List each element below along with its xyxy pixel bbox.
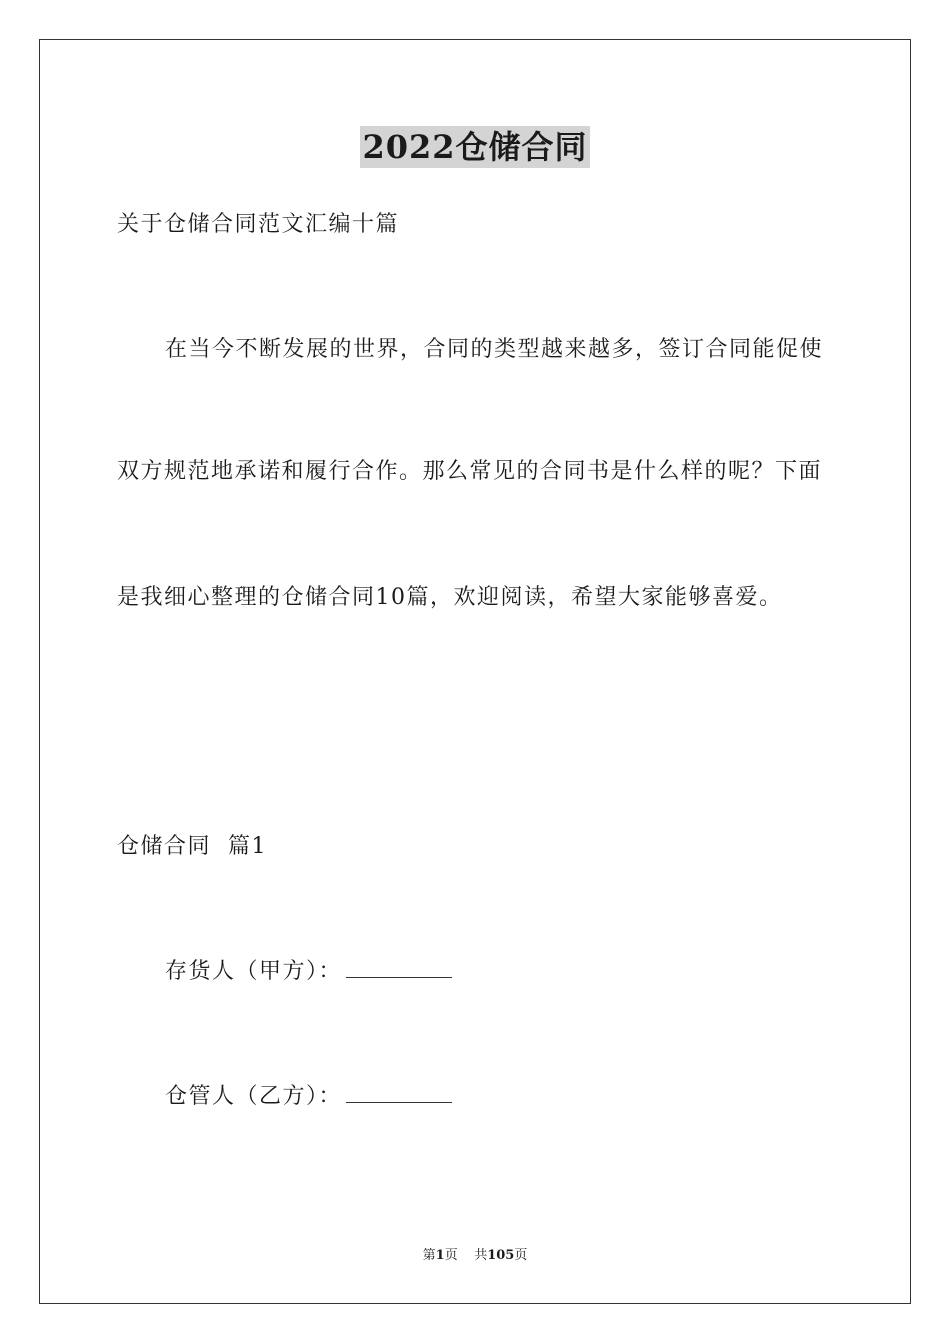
title-container — [0, 126, 950, 168]
footer-page-suffix: 页 共 — [444, 1248, 488, 1263]
document-title: 2022仓储合同 — [362, 128, 588, 166]
party-b-field — [165, 1082, 452, 1112]
page-footer — [0, 1247, 950, 1265]
footer-page-prefix: 第 — [422, 1248, 436, 1263]
intro-line-3: 是我细心整理的仓储合同10篇，欢迎阅读，希望大家能够喜爱。 — [117, 585, 783, 610]
party-a-blank-line[interactable] — [346, 957, 452, 978]
intro-line-1: 在当今不断发展的世界，合同的类型越来越多，签订合同能促使 — [165, 337, 824, 362]
document-subtitle: 关于仓储合同范文汇编十篇 — [117, 212, 400, 237]
intro-line-2: 双方规范地承诺和履行合作。那么常见的合同书是什么样的呢？下面 — [117, 459, 823, 484]
footer-total-pages: 105 — [487, 1248, 515, 1263]
party-a-field — [165, 957, 452, 987]
footer-total-suffix: 页 — [514, 1248, 528, 1263]
party-a-label: 存货人（甲方）： — [165, 959, 343, 984]
party-b-blank-line[interactable] — [346, 1082, 452, 1103]
footer-page-number: 1 — [435, 1248, 445, 1263]
section-heading: 仓储合同 篇1 — [117, 834, 267, 859]
party-b-label: 仓管人（乙方）： — [165, 1084, 343, 1109]
